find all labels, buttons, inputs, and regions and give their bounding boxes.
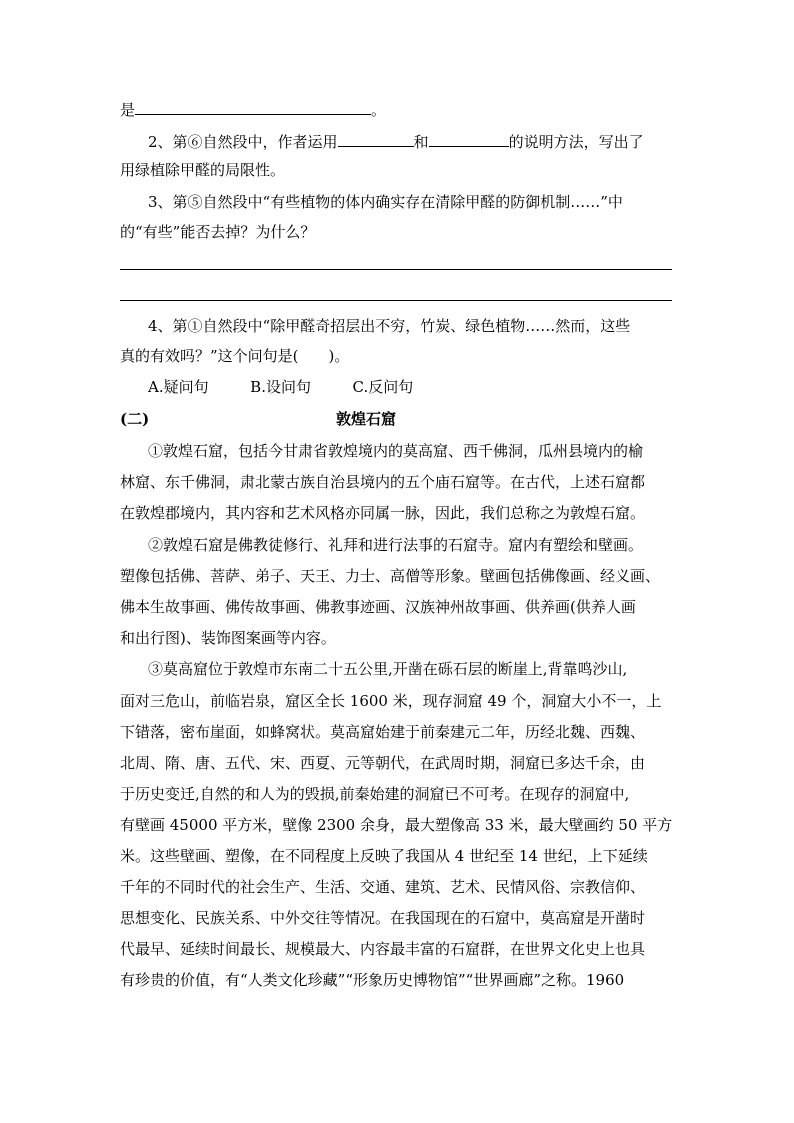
- passage-line: 林窟、东千佛洞，肃北蒙古族自治县境内的五个庙石窟等。在古代，上述石窟都: [120, 473, 646, 491]
- question-3-line2: 的“有些”能否去掉？为什么？: [120, 223, 316, 241]
- q1-answer-blank[interactable]: [135, 98, 371, 115]
- question-4-options: [148, 377, 413, 397]
- passage-line: 千年的不同时代的社会生产、生活、交通、建筑、艺术、民情风俗、宗教信仰、: [120, 878, 646, 896]
- section-title: 敦煌石窟: [336, 410, 397, 428]
- section-number: (二): [120, 410, 150, 428]
- q2-text-b: 和: [413, 133, 429, 151]
- option-b[interactable]: B.设问句: [250, 378, 311, 396]
- option-a[interactable]: A.疑问句: [148, 378, 209, 396]
- passage-line: ③莫高窟位于敦煌市东南二十五公里,开凿在砾石层的断崖上,背靠鸣沙山,: [148, 660, 628, 678]
- passage-line: 于历史变迁,自然的和人为的毁损,前秦始建的洞窟已不可考。在现存的洞窟中,: [120, 785, 630, 803]
- passage-line: 有珍贵的价值，有“人类文化珍藏”“形象历史博物馆”“世界画廊”之称。1960: [120, 971, 625, 989]
- answer-line-1[interactable]: [120, 269, 672, 270]
- question-4-line1: 4、第①自然段中“除甲醛奇招层出不穷，竹炭、绿色植物……然而，这些: [148, 317, 631, 335]
- passage-line: 代最早、延续时间最长、规模最大、内容最丰富的石窟群，在世界文化史上也具: [120, 940, 646, 958]
- passage-line: 面对三危山，前临岩泉，窟区全长 1600 米，现存洞窟 49 个，洞窟大小不一，上: [120, 692, 662, 710]
- passage-line: 和出行图)、装饰图案画等内容。: [120, 629, 336, 647]
- question-1-tail: [120, 98, 386, 120]
- q2-blank-1[interactable]: [338, 130, 414, 147]
- question-2-line2: 用绿植除甲醛的局限性。: [120, 161, 286, 179]
- passage-line: 思想变化、民族关系、中外交往等情况。在我国现在的石窟中，莫高窟是开凿时: [120, 909, 646, 927]
- passage-line: 佛本生故事画、佛传故事画、佛教事迹画、汉族神州故事画、供养画(供养人画: [120, 598, 636, 616]
- q1-suffix: 。: [371, 101, 387, 119]
- question-2: [148, 130, 644, 152]
- passage-line: 在敦煌郡境内，其内容和艺术风格亦同属一脉，因此，我们总称之为敦煌石窟。: [120, 504, 646, 522]
- q1-prefix: 是: [120, 101, 136, 119]
- q2-text-c: 的说明方法，写出了: [508, 133, 644, 151]
- option-c[interactable]: C.反问句: [352, 378, 414, 396]
- q2-blank-2[interactable]: [429, 130, 509, 147]
- question-3-line1: 3、第⑤自然段中“有些植物的体内确实存在清除甲醛的防御机制……”中: [148, 193, 623, 211]
- answer-line-2[interactable]: [120, 300, 672, 301]
- passage-line: 米。这些壁画、塑像，在不同程度上反映了我国从 4 世纪至 14 世纪，上下延续: [120, 847, 648, 865]
- passage-line: 有壁画 45000 平方米，壁像 2300 余身，最大塑像高 33 米，最大壁画约 50 平方: [120, 816, 673, 834]
- passage-line: 下错落，密布崖面，如蜂窝状。莫高窟始建于前秦建元二年，历经北魏、西魏、: [120, 723, 646, 741]
- passage-line: ①敦煌石窟，包括今甘肃省敦煌境内的莫高窟、西千佛洞，瓜州县境内的榆: [148, 442, 644, 460]
- passage-line: ②敦煌石窟是佛教徒修行、礼拜和进行法事的石窟寺。窟内有塑绘和壁画。: [148, 536, 644, 554]
- passage-line: 北周、隋、唐、五代、宋、西夏、元等朝代，在武周时期，洞窟已多达千余，由: [120, 754, 646, 772]
- question-4-line2: 真的有效吗？”这个问句是( )。: [120, 347, 350, 365]
- q2-text-a: 2、第⑥自然段中，作者运用: [148, 133, 338, 151]
- passage-line: 塑像包括佛、菩萨、弟子、天王、力士、高僧等形象。壁画包括佛像画、经义画、: [120, 567, 661, 585]
